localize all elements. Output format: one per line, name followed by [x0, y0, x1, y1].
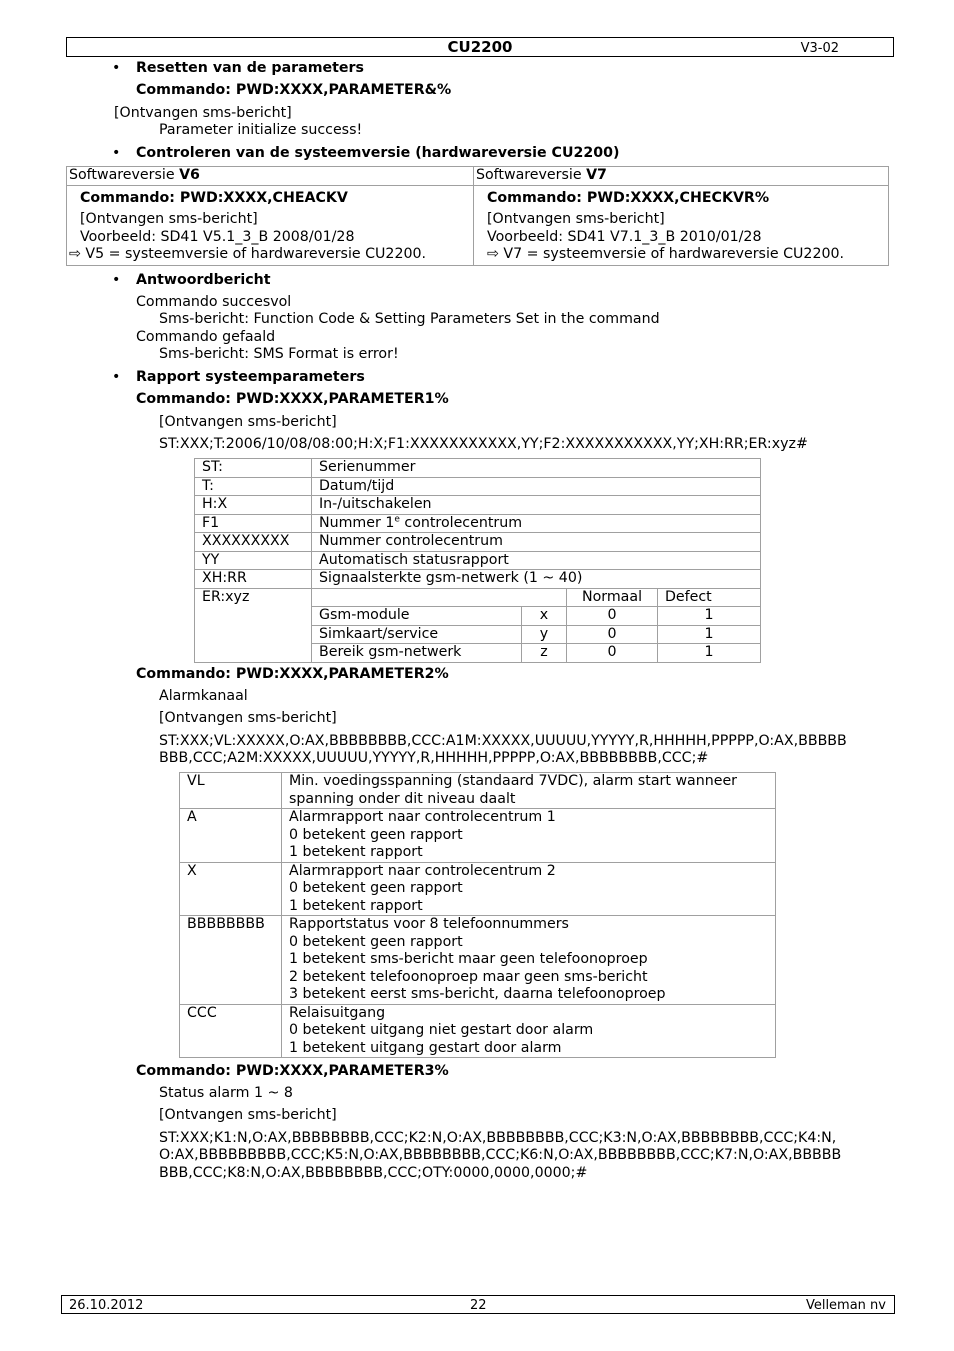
p2-command: Commando: PWD:XXXX,PARAMETER2% [136, 666, 449, 682]
p2-sub: Alarmkanaal [159, 688, 248, 704]
arrow-icon: ⇨ [69, 246, 81, 262]
answer-ok-msg: Sms-bericht: Function Code & Setting Parameters Set in the command [159, 311, 660, 327]
answer-fail: Commando gefaald [136, 329, 276, 345]
table-row: ST: Serienummer [195, 459, 761, 478]
version-table [66, 166, 889, 266]
table-row: Gsm-module x 0 1 [195, 607, 761, 626]
doc-title: CU2200 [447, 38, 513, 56]
report-heading: Rapport systeemparameters [136, 369, 365, 385]
p3-message-line2: O:AX,BBBBBBBBB,CCC;K5:N,O:AX,BBBBBBBB,CCC;K6:N,O:AX,BBBBBBBB,CCC;K7:N,O:AX,BBBBB [159, 1147, 842, 1163]
answer-fail-msg: Sms-bericht: SMS Format is error! [159, 346, 399, 362]
bullet-icon: • [112, 60, 121, 76]
answer-ok: Commando succesvol [136, 294, 292, 310]
doc-version: V3-02 [800, 41, 839, 56]
bullet-icon: • [112, 369, 121, 385]
report-message: ST:XXX;T:2006/10/08/08:00;H:X;F1:XXXXXXXXXXX,YY;F2:XXXXXXXXXXX,YY;XH:RR;ER:xyz# [159, 436, 808, 452]
reset-received: [Ontvangen sms-bericht] [114, 105, 292, 121]
version-right-header: Softwareversie V7 [474, 167, 889, 186]
footer-date: 26.10.2012 [69, 1298, 144, 1313]
table-row: Bereik gsm-netwerk z 0 1 [195, 644, 761, 663]
version-right-body: Commando: PWD:XXXX,CHECKVR% [Ontvangen sms-bericht] Voorbeeld: SD41 V7.1_3_B 2010/01/28 ⇨ V7 = systeemversie of hardwareversie CU2200. [474, 185, 889, 265]
footer-page-number: 22 [470, 1298, 487, 1313]
table-row: BBBBBBBB Rapportstatus voor 8 telefoonnummers 0 betekent geen rapport 1 betekent sms-bericht maar geen telefoonoproep 2 betekent telefoonoproep maar geen sms-bericht 3 betekent eerst sms-bericht, daarna telefoonoproep [180, 916, 776, 1005]
version-heading: Controleren van de systeemversie (hardwareversie CU2200) [136, 145, 620, 161]
p2-message-line1: ST:XXX;VL:XXXXX,O:AX,BBBBBBBB,CCC:A1M:XXXXX,UUUUU,YYYYY,R,HHHHH,PPPPP,O:AX,BBBBB [159, 733, 847, 749]
p2-message-line2: BBB,CCC;A2M:XXXXX,UUUUU,YYYYY,R,HHHHH,PPPPP,O:AX,BBBBBBBB,CCC;# [159, 750, 709, 766]
p3-message-line3: BBB,CCC;K8:N,O:AX,BBBBBBBB,CCC;OTY:0000,0000,0000;# [159, 1165, 588, 1181]
table-row: Simkaart/service y 0 1 [195, 625, 761, 644]
p3-sub: Status alarm 1 ~ 8 [159, 1085, 293, 1101]
p3-received: [Ontvangen sms-bericht] [159, 1107, 337, 1123]
p3-message-line1: ST:XXX;K1:N,O:AX,BBBBBBBB,CCC;K2:N,O:AX,BBBBBBBB,CCC;K3:N,O:AX,BBBBBBBB,CCC;K4:N, [159, 1130, 837, 1146]
er-header-normal: Normaal [567, 588, 658, 607]
table-row: VL Min. voedingsspanning (standaard 7VDC), alarm start wanneer spanning onder dit niveau daalt [180, 773, 776, 809]
reset-message: Parameter initialize success! [159, 122, 363, 138]
table-row: XH:RR Signaalsterkte gsm-netwerk (1 ~ 40) [195, 570, 761, 589]
answer-heading: Antwoordbericht [136, 272, 271, 288]
table-row: F1 Nummer 1e controlecentrum [195, 514, 761, 533]
page-header [66, 37, 894, 57]
table-row: YY Automatisch statusrapport [195, 551, 761, 570]
p2-received: [Ontvangen sms-bericht] [159, 710, 337, 726]
reset-heading: Resetten van de parameters [136, 60, 364, 76]
er-header-defect: Defect [658, 588, 761, 607]
table-row: H:X In-/uitschakelen [195, 496, 761, 515]
page-footer [61, 1295, 895, 1314]
bullet-icon: • [112, 272, 121, 288]
reset-command: Commando: PWD:XXXX,PARAMETER&% [136, 82, 452, 98]
table-row: T: Datum/tijd [195, 477, 761, 496]
version-left-header: Softwareversie V6 [67, 167, 474, 186]
report-received: [Ontvangen sms-bericht] [159, 414, 337, 430]
report-table [194, 458, 761, 663]
version-left-body: Commando: PWD:XXXX,CHEACKV [Ontvangen sms-bericht] Voorbeeld: SD41 V5.1_3_B 2008/01/28 ⇨ V5 = systeemversie of hardwareversie CU2200. [67, 185, 474, 265]
table-row: ER:xyz Normaal Defect [195, 588, 761, 607]
table-row: A Alarmrapport naar controlecentrum 1 0 betekent geen rapport 1 betekent rapport [180, 809, 776, 863]
arrow-icon: ⇨ [487, 246, 499, 262]
table-row: CCC Relaisuitgang 0 betekent uitgang niet gestart door alarm 1 betekent uitgang gestart door alarm [180, 1004, 776, 1058]
table-row: X Alarmrapport naar controlecentrum 2 0 betekent geen rapport 1 betekent rapport [180, 862, 776, 916]
report-command: Commando: PWD:XXXX,PARAMETER1% [136, 391, 449, 407]
table-row: XXXXXXXXX Nummer controlecentrum [195, 533, 761, 552]
p2-table [179, 772, 776, 1058]
bullet-icon: • [112, 145, 121, 161]
p3-command: Commando: PWD:XXXX,PARAMETER3% [136, 1063, 449, 1079]
footer-company: Velleman nv [805, 1298, 886, 1313]
